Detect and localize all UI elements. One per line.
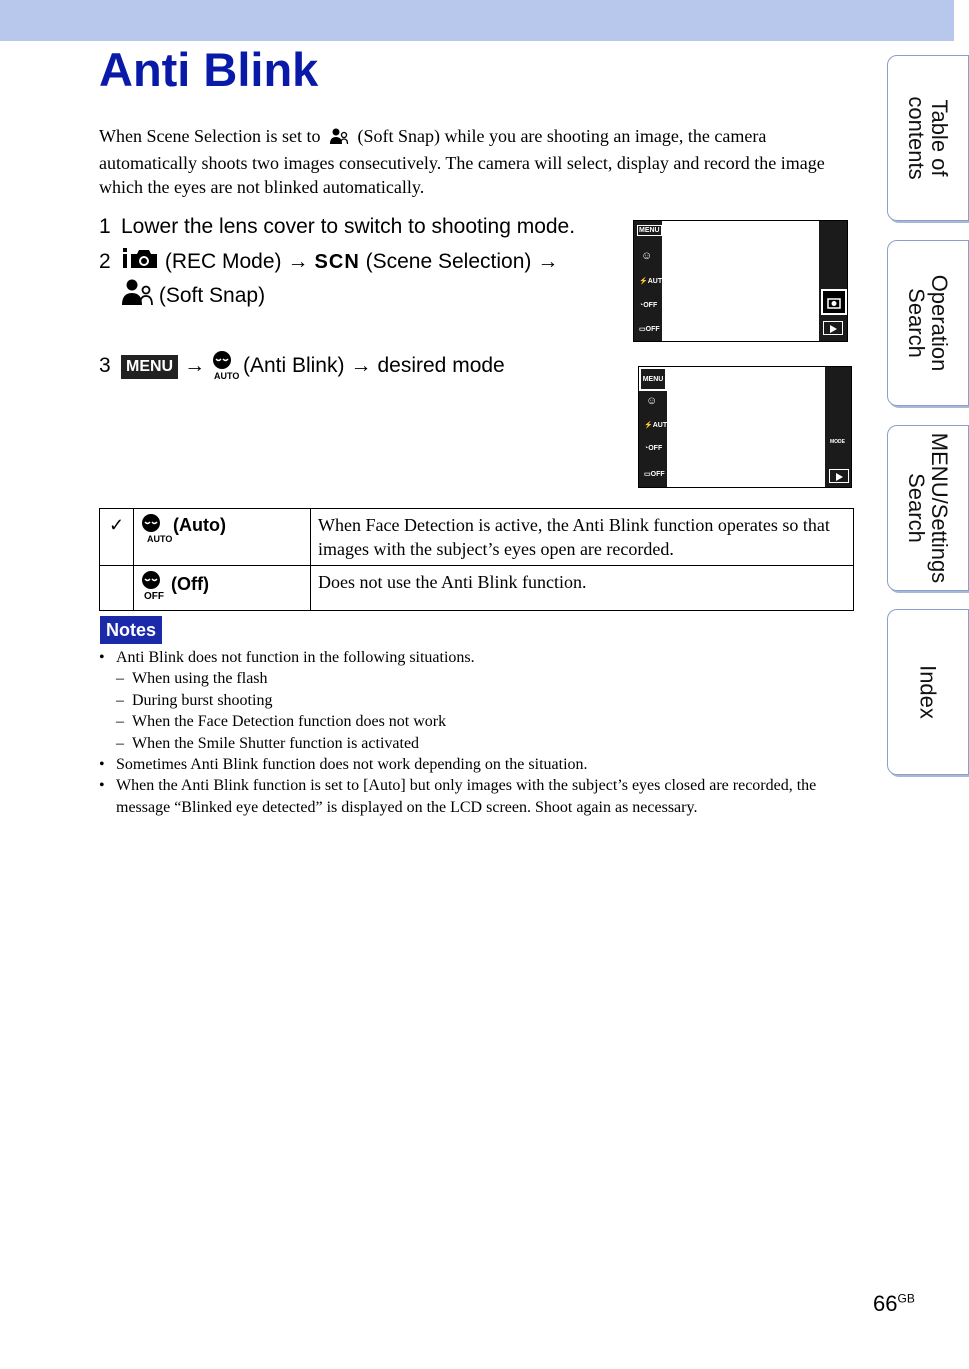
step-2 [99,246,619,314]
screen-scene-icon [821,289,847,315]
note-subitem: – During burst shooting [99,690,859,711]
arrow: → [184,354,206,377]
tab-index[interactable] [887,609,969,775]
option-desc-auto: When Face Detection is active, the Anti Blink function operates so that images with the subject’s eyes open are recorded. [311,509,854,566]
default-check [100,566,134,611]
notes-list [99,647,859,818]
option-label-auto: (Auto) [173,515,226,535]
note-subitem: – When the Smile Shutter function is activated [99,733,859,754]
option-cell [134,509,311,566]
screen-menu-icon: MENU [639,227,660,234]
rec-mode-label: (REC Mode) [164,250,282,273]
anti-blink-off-icon [141,570,167,606]
soft-snap-icon [329,127,349,151]
tab-label: Table of contents [904,96,952,180]
step-3 [99,350,505,388]
page-title: Anti Blink [99,43,319,96]
tab-table-of-contents[interactable] [887,55,969,221]
page-number: $66^{GB}$ [873,1291,915,1316]
option-desc-off: Does not use the Anti Blink function. [311,566,854,611]
screen-timer-icon: ◔OFF [644,445,663,452]
arrow: → [537,250,559,273]
note-item: • Sometimes Anti Blink function does not work depending on the situation. [99,754,859,775]
screen-mode-icon: MODE [830,439,845,445]
options-table [99,508,854,611]
arrow: → [287,250,309,273]
svg-text:AUTO: AUTO [214,371,240,381]
note-subitem: – When the Face Detection function does not work [99,711,859,732]
option-row-auto [100,509,854,566]
intro-paragraph [99,124,849,199]
soft-snap-label: (Soft Snap) [158,284,266,307]
screen-left-panel [639,367,673,487]
tab-label: MENU/Settings Search [904,432,952,584]
screen-menu-icon: MENU [639,367,667,391]
screen-left-panel [634,221,668,341]
default-check: ✓ [100,509,134,566]
svg-text:OFF: OFF [144,591,164,602]
rec-mode-icon [121,246,159,278]
tab-label: Index [915,665,941,719]
header-bar [0,0,954,41]
note-subitem: – When using the flash [99,668,859,689]
tab-operation-search[interactable] [887,240,969,406]
screen-burst-icon: ▭OFF [644,471,665,478]
screen-smile-icon: ☺ [646,395,658,407]
desired-mode-text: desired mode [377,354,505,377]
step-number: 1 [99,215,111,238]
screen-smile-icon: ☺ [641,250,653,262]
option-cell [134,566,311,611]
step-1 [99,212,575,241]
option-label-off: (Off) [171,574,209,594]
step-number: 3 [99,354,111,377]
note-item: • When the Anti Blink function is set to [Auto] but only images with the subject’s eyes closed are recorded, the message “Blinked eye detected” is displayed on the LCD screen. Shoot again as necessary. [99,775,859,818]
scn-icon: SCN [314,251,360,273]
notes-badge: Notes [100,616,162,644]
anti-blink-icon [211,350,240,388]
screen-flash-icon: ⚡AUTO [644,422,673,429]
anti-blink-label: (Anti Blink) [242,354,345,377]
option-row-off [100,566,854,611]
screen-play-icon [829,469,849,483]
menu-icon: MENU [121,355,178,379]
camera-screen-scene [633,220,848,342]
screen-burst-icon: ▭OFF [639,326,660,333]
screen-timer-icon: ◔OFF [639,302,658,309]
svg-text:AUTO: AUTO [147,534,173,544]
intro-text-start: When Scene Selection is set to [99,126,321,146]
camera-screen-menu [638,366,852,488]
note-item: • Anti Blink does not function in the following situations. [99,647,859,668]
screen-right-panel [825,367,851,487]
arrow: → [350,354,372,377]
screen-right-panel [819,221,847,341]
intro-text-end: (Soft Snap) while you are shooting an image, the camera automatically shoots two images consecutively. The camera will select, display and record the image which the eyes are not blinked automatically. [99,126,825,197]
screen-flash-icon: ⚡AUTO [639,278,668,285]
anti-blink-auto-icon [141,513,173,549]
tab-menu-settings-search[interactable] [887,425,969,591]
scene-selection-label: (Scene Selection) [365,250,532,273]
soft-snap-icon [121,278,153,314]
step-number: 2 [99,250,111,273]
tab-label: Operation Search [904,274,952,372]
step-1-text: Lower the lens cover to switch to shooting mode. [121,215,576,238]
screen-play-icon [823,321,843,335]
